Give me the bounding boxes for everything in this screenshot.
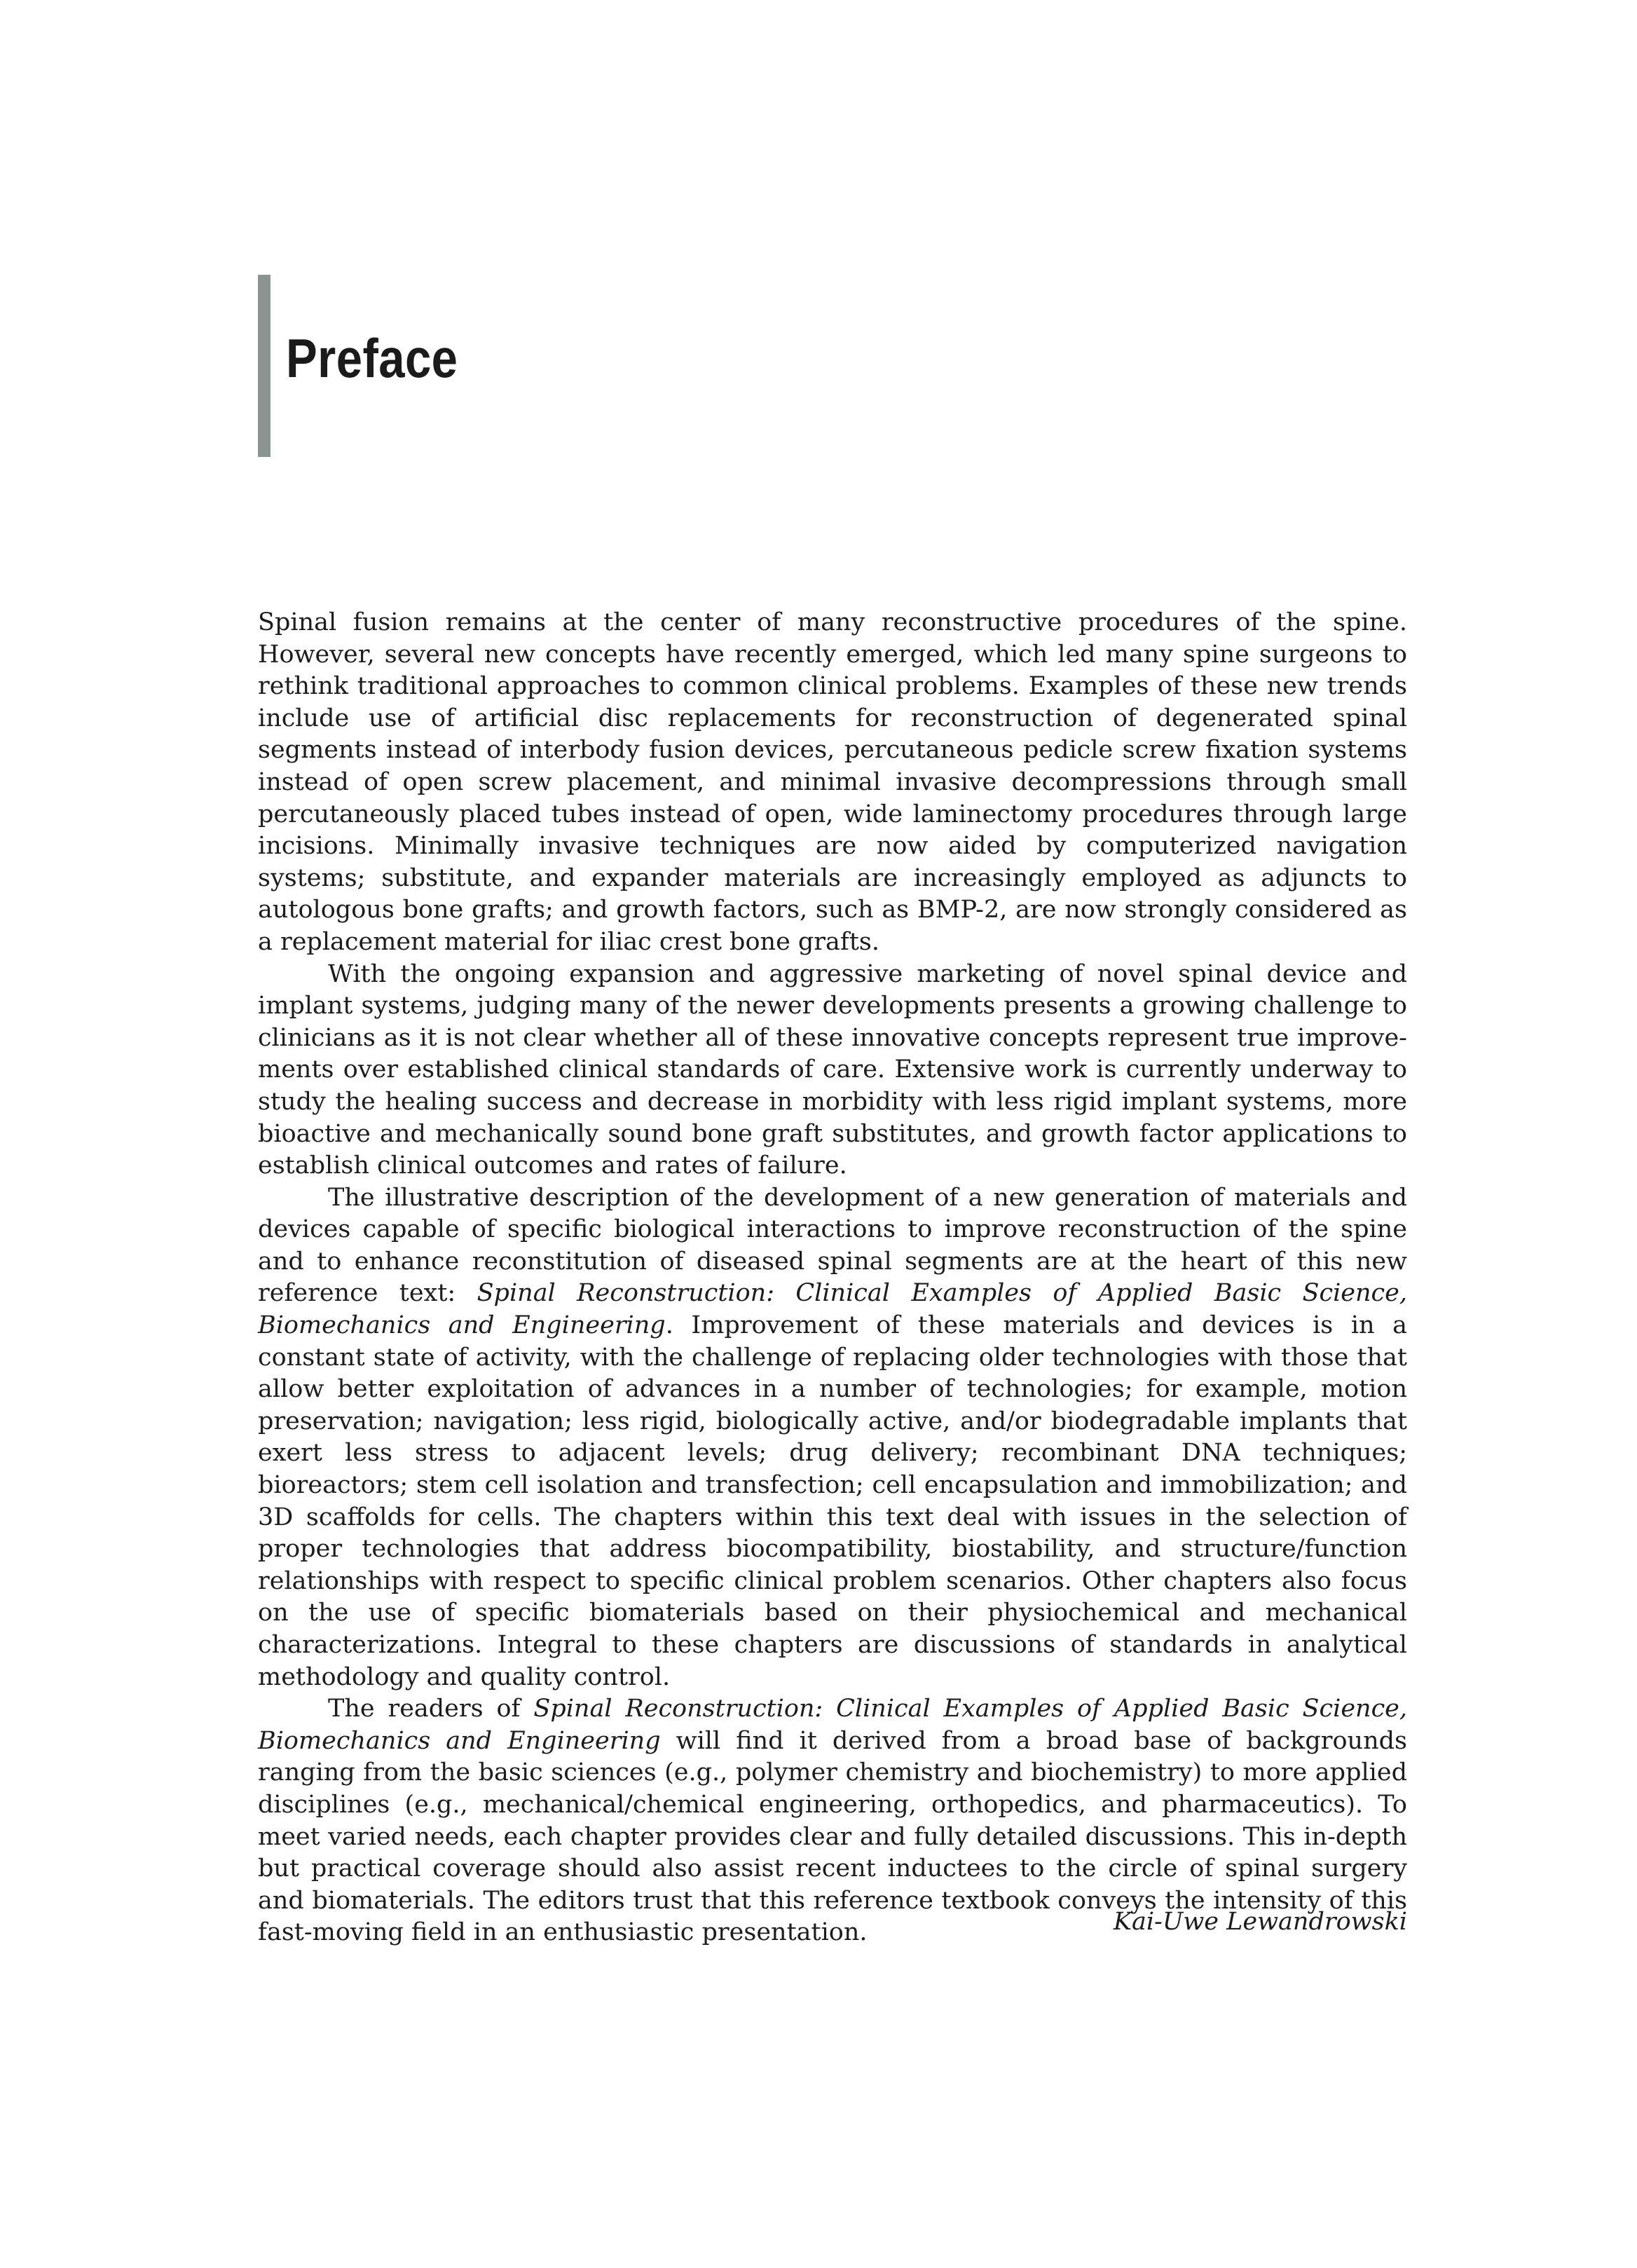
paragraph-4-text-before: The readers of bbox=[328, 1695, 534, 1723]
author-signature: Kai-Uwe Lewandrowski bbox=[1113, 1908, 1407, 1936]
paragraph-3 bbox=[258, 1182, 1407, 1694]
paragraph-3-text-before: The illustrative description of the development of a new generation of materials and devices capable of specific biological interactions to improve reconstruction of the spine and to enhance reconstitution of diseased spinal segments are at the heart of this new reference text: bbox=[258, 1183, 1407, 1308]
paragraph-1: Spinal fusion remains at the center of many reconstructive procedures of the spine. However, several new concepts have recently emerged, which led many spine surgeons to rethink traditional approaches to common clinical problems. Examples of these new trends include use of artificial disc replacements for reconstruction of degenerated spinal segments instead of interbody fusion devices, percutaneous pedicle screw fixation systems instead of open screw placement, and minimal invasive decompressions through small percutaneously placed tubes instead of open, wide laminectomy procedures through large incisions. Minimally invasive techniques are now aided by computerized navigation systems; substitute, and expander materials are increasingly employed as adjuncts to autologous bone grafts; and growth factors, such as BMP-2, are now strongly considered as a replacement material for iliac crest bone grafts. bbox=[258, 608, 1407, 956]
paragraph-3-text-after: . Improvement of these materials and devices is in a constant state of activity, with the challenge of replacing older technologies with those that allow better exploitation of advances in a number of technologies; for example, motion preservation; navigation; less rigid, biologically active, and/or biodegradable implants that exert less stress to adjacent levels; drug delivery; recombinant DNA techniques; bioreactors; stem cell isolation and transfection; cell encapsulation and immobilization; and 3D scaffolds for cells. The chapters within this text deal with issues in the selection of proper technologies that address biocompatibility, biostability, and structure/function relationships with respect to specific clinical problem scenarios. Other chapters also focus on the use of specific biomaterials based on their physiochemical and mechanical characterizations. Integral to these chapters are discussions of standards in analytical methodology and quality control. bbox=[258, 1311, 1407, 1691]
page-title: Preface bbox=[286, 327, 458, 389]
paragraph-4-book-title: Spinal Reconstruction: Clinical Examples of Applied Basic Science, Biomechanics and Engineering bbox=[258, 1695, 1408, 1755]
title-accent-bar bbox=[258, 275, 270, 457]
paragraph-2: With the ongoing expansion and aggressive marketing of novel spinal device and implant systems, judging many of the newer developments presents a growing challenge to clinicians as it is not clear whether all of these innovative concepts represent true improvements over established clinical standards of care. Extensive work is currently underway to study the healing success and decrease in morbidity with less rigid implant systems, more bioactive and mechanically sound bone graft substitutes, and growth factor applications to establish clinical outcomes and rates of failure. bbox=[258, 959, 1407, 1180]
paragraph-3-book-title: Spinal Reconstruction: Clinical Examples of Applied Basic Science, Biomechanics and Engineering bbox=[258, 1279, 1407, 1340]
preface-body bbox=[258, 607, 1407, 1949]
paragraph-4-text-after: will find it derived from a broad base of backgrounds ranging from the basic sciences (e.g., polymer chemistry and biochemistry) to more applied disciplines (e.g., mechanical/chemical engineering, orthopedics, and pharmaceutics). To meet varied needs, each chapter provides clear and fully detailed discussions. This in-depth but practical coverage should also assist recent inductees to the circle of spinal surgery and biomaterials. The editors trust that this reference textbook conveys the intensity of this fast-moving field in an enthusiastic presentation. bbox=[258, 1726, 1407, 1947]
